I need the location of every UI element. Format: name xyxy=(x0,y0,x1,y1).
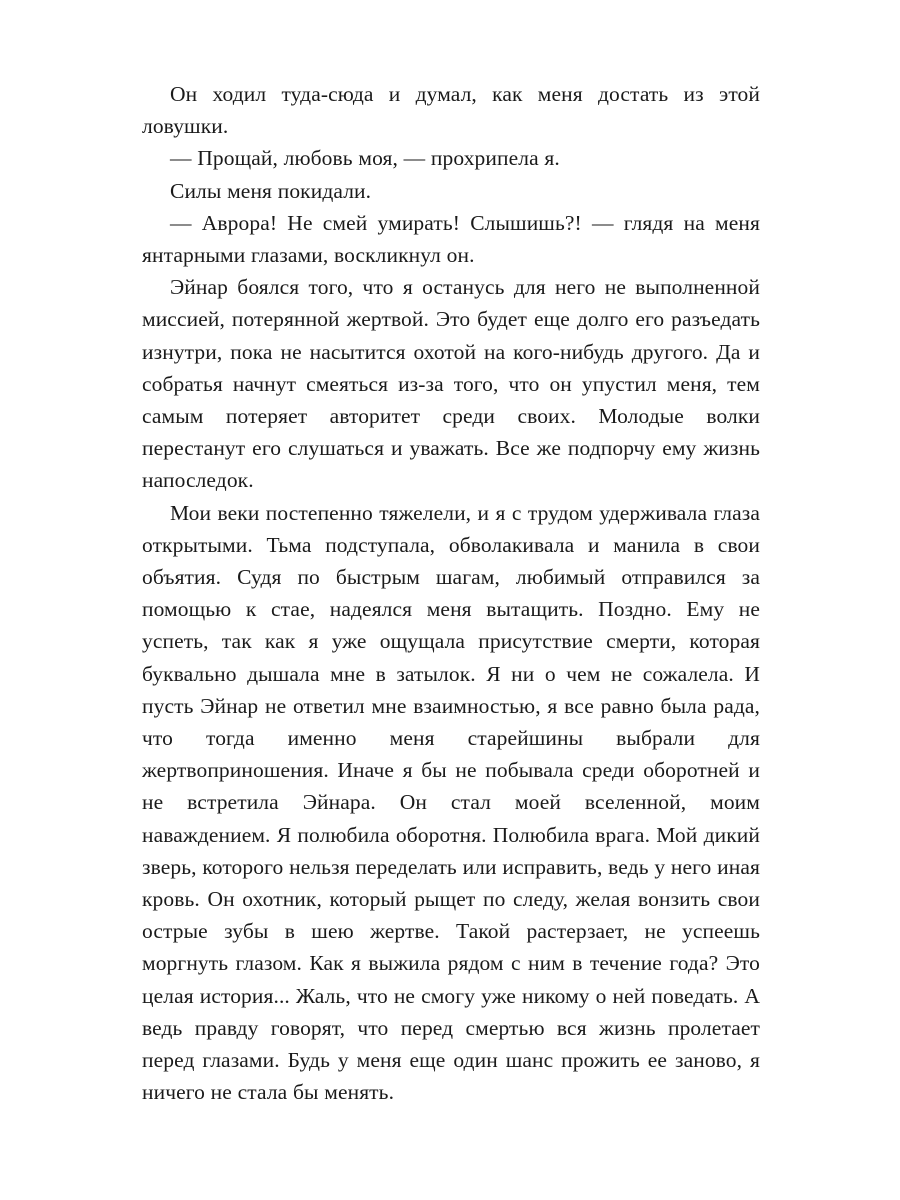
paragraph: Силы меня покидали. xyxy=(170,178,372,203)
paragraph: Мои веки постепенно тяжелели, и я с трудом удерживала глаза открытыми. Тьма подступала, обволакивала и манила в свои объятия. Судя по быстрым шагам, любимый отправился за помощью к стае, надеялся меня вытащить. Поздно. Ему не успеть, так как я уже ощущала присутствие смерти, которая буквально дышала мне в затылок. Я ни о чем не сожалела. И пусть Эйнар не ответил мне взаимностью, я все равно была рада, что тогда именно меня старейшины выбрали для жертвоприношения. Иначе я бы не побывала среди оборотней и не встретила Эйнара. Он стал моей вселенной, моим наваждением. Я полюбила оборотня. Полюбила врага. Мой дикий зверь, которого нельзя переделать или исправить, ведь у него иная кровь. Он охотник, который рыщет по следу, желая вонзить свои острые зубы в шею жертве. Такой растерзает, не успеешь моргнуть глазом. Как я выжила рядом с ним в течение года? Это целая история... Жаль, что не смогу уже никому о ней поведать. А ведь правду говорят, что перед смертью вся жизнь пролетает перед глазами. Будь у меня еще один шанс прожить ее заново, я ничего не стала бы менять. xyxy=(142,500,760,1105)
paragraph: Он ходил туда-сюда и думал, как меня достать из этой ловушки. xyxy=(142,82,760,139)
paragraph: Эйнар боялся того, что я останусь для него не выполненной миссией, потерянной жертвой. Это будет еще долго его разъедать изнутри, пока не насытится охотой на кого-нибудь другого. Да и собратья начнут смеяться из-за того, что он упустил меня, тем самым потеряет авторитет среди своих. Молодые волки перестанут его слушаться и уважать. Все же подпорчу ему жизнь напоследок. xyxy=(142,275,760,493)
paragraph-dialogue: — Прощай, любовь моя, — прохрипела я. xyxy=(170,146,560,171)
page-text-block xyxy=(142,78,760,1109)
paragraph-dialogue: — Аврора! Не смей умирать! Слышишь?! — глядя на меня янтарными глазами, воскликнул он. xyxy=(142,210,760,268)
